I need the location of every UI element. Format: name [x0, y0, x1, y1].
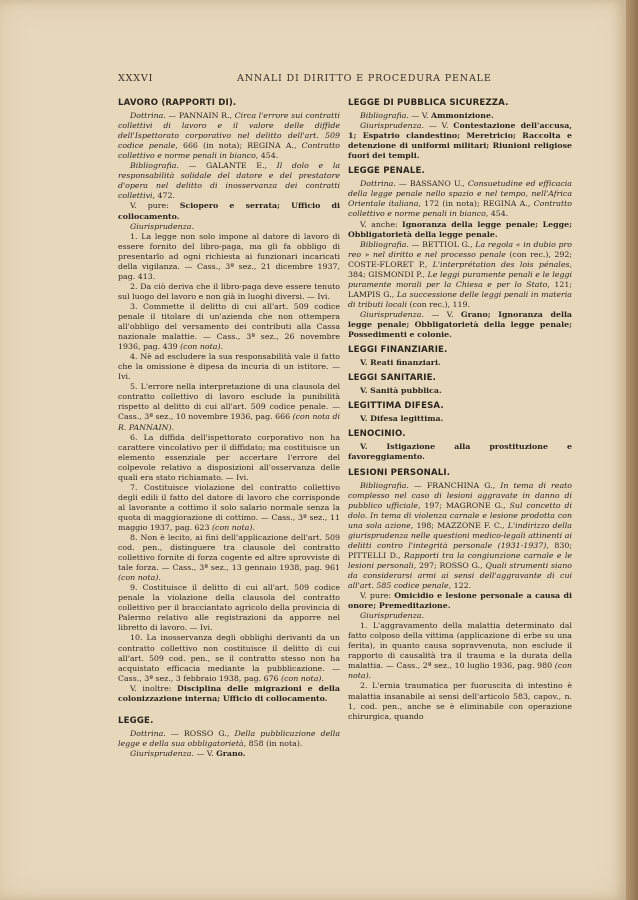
- index-entry: 3. Commette il delitto di cui all'art. 509 codice penale il titolare di un'azienda che non ottempera all'obbligo del versamento dei contributi alla Cassa nazionale malattie. — Cass., 3ª sez., 26 novembre 1936, pag. 439 (con nota).: [118, 301, 340, 352]
- section-heading: LESIONI PERSONALI.: [348, 467, 451, 478]
- index-entry: V. anche: Ignoranza della legge penale; Legge; Obbligatorietà della legge penale.: [348, 219, 573, 239]
- index-entry: Bibliografia. — FRANCHINA G., In tema di reato complesso nel caso di lesioni aggravate in danno di pubblico ufficiale, 197; MAGRONE G., Sul concetto di dolo. In tema di violenza carnale e lesione prodotta con una sola azione, 198; MAZZONE F. C., L'indirizzo della giurisprudenza nelle questioni medico-legali attinenti ai delitti contro l'integrità personale (1931-1937), 830; PITTELLI D., Rapporti tra la congiunzione carnale e le lesioni personali, 297; ROSSO G., Quali strumenti siano da considerarsi armi ai sensi dell'aggravante di cui all'art. 585 codice penale, 122.: [348, 480, 573, 591]
- index-entry: V. Reati finanziari.: [360, 358, 441, 368]
- index-entry: 8. Non è lecito, ai fini dell'applicazione dell'art. 509 cod. pen., distinguere tra clausole del contratto collettivo fornite di forza cogente ed altre sprovviste di tale forza. — Cass., 3ª sez., 13 gennaio 1938, pag. 961 (con nota).: [118, 533, 340, 583]
- index-entry: 5. L'errore nella interpretazione di una clausola del contratto collettivo di lavoro esclude la punibilità rispetto al delitto di cui all'art. 509 codice penale. — Cass., 3ª sez., 10 novembre 1936, pag. 666 (con nota di R. PANNAIN).: [118, 382, 340, 432]
- index-entry: V. Difesa legittima.: [360, 414, 444, 424]
- index-entry: V. Istigazione alla prostituzione e favoreggiamento.: [348, 442, 572, 462]
- index-entry: V. inoltre: Disciplina delle migrazioni e della colonizzazione interna; Ufficio di collocamento.: [118, 683, 340, 703]
- section-heading: LEGGE DI PUBBLICA SICUREZZA.: [348, 98, 509, 108]
- section-heading: LAVORO (RAPPORTI DI).: [118, 98, 237, 108]
- index-entry: Bibliografia. — BETTIOL G., La regola « in dubio pro reo » nel diritto e nel processo penale (con rec.), 292; COSTE-FLORET P., L'interprétation des lois pénales, 384; GISMONDI P., Le leggi puramente penali e le leggi puramente morali per la Chiesa e per lo Stato, 121; LAMPIS G., La successione delle leggi penali in materia di tributi locali (con rec.), 119.: [348, 239, 572, 309]
- index-entry: Bibliografia. — V. Ammonizione.: [360, 111, 494, 121]
- index-entry: 1. La legge non solo impone al datore di lavoro di essere fornito del libro-paga, ma gli fa obbligo di presentarlo ad ogni richiesta ai funzionari incaricati della vigilanza. — Cass., 3ª sez., 21 dicembre 1937, pag. 413.: [118, 231, 340, 281]
- page-edge: [626, 0, 638, 900]
- index-entry: Giurisprudenza. — V. Grano.: [130, 748, 246, 758]
- index-entry: V. pure: Sciopero e serrata; Ufficio di collocamento.: [118, 201, 340, 221]
- index-entry: 9. Costituisce il delitto di cui all'art. 509 codice penale la violazione della clausola del contratto collettivo per il bracciantato agricolo della provincia di Palermo relativo alle registrazioni da apporre nel libretto di lavoro. — Ivi.: [118, 583, 340, 633]
- index-entry: 2. Da ciò deriva che il libro-paga deve essere tenuto sul luogo del lavoro e non già in luoghi diversi. — Ivi.: [118, 281, 340, 301]
- index-entry: Giurisprudenza.: [360, 611, 424, 621]
- index-entry: 7. Costituisce violazione del contratto collettivo degli edili il fatto del datore di lavoro che corrisponde al lavorante a cottimo il solo salario normale senza la quota di maggiorazione di cottimo. — Cass., 3ª sez., 11 maggio 1937, pag. 623 (con nota).: [118, 482, 340, 532]
- spacer: [118, 704, 340, 711]
- index-entry: Giurisprudenza.: [130, 221, 194, 231]
- section-heading: LEGGI FINANZIARIE.: [348, 345, 448, 356]
- section-heading: LEGGE.: [118, 715, 154, 726]
- index-entry: Giurisprudenza. — V. Contestazione dell'accusa, 1; Espatrio clandestino; Meretricio; Raccolta e detenzione di uniformi militari; Riunioni religiose fuori dei templi.: [348, 121, 573, 161]
- index-entry: Giurisprudenza. — V. Grano; Ignoranza della legge penale; Obbligatorietà della legge penale; Possedimenti e colonie.: [348, 309, 573, 340]
- page-number: XXXVI: [118, 73, 154, 84]
- section-heading: LEGITTIMA DIFESA.: [348, 401, 444, 412]
- index-entry: 4. Nè ad escludere la sua responsabilità vale il fatto che la omissione è dipesa da incuria di un istitore. — Ivi.: [118, 352, 340, 382]
- journal-title: ANNALI DI DIRITTO E PROCEDURA PENALE: [237, 73, 492, 84]
- index-entry: V. Sanità pubblica.: [360, 386, 442, 396]
- index-entry: Dottrina. — PANNAIN R., Circa l'errore sui contratti collettivi di lavoro e il valore delle diffide dell'Ispettorato corporativo nel delitto dell'art. 509 codice penale, 666 (in nota); REGINA A., Contratto collettivo e norme penali in bianco, 454.: [118, 111, 340, 161]
- right-column: [348, 98, 572, 722]
- section-heading: LEGGE PENALE.: [348, 166, 425, 177]
- section-heading: LEGGI SANITARIE.: [348, 373, 437, 384]
- index-entry: 2. L'ernia traumatica per fuoruscita di intestino è malattia insanabile ai sensi dell'articolo 583, capov., n. 1, cod. pen., anche se è eliminabile con operazione chirurgica, quando: [348, 681, 572, 721]
- index-entry: V. pure: Omicidio e lesione personale a causa di onore; Premeditazione.: [348, 591, 572, 611]
- index-entry: Dottrina. — BASSANO U., Consuetudine ed efficacia della legge penale nello spazio e nel tempo, nell'Africa Orientale italiana, 172 (in nota); REGINA A., Contratto collettivo e norme penali in bianco, 454.: [348, 179, 572, 219]
- section-heading: LENOCINIO.: [348, 429, 406, 440]
- index-entry: Bibliografia. — GALANTE E., Il dolo e la responsabilità solidale del datore e del prestatore d'opera nel delitto di inosservanza dei contratti collettivi, 472.: [118, 161, 340, 201]
- index-entry: 6. La diffida dell'ispettorato corporativo non ha carattere vincolativo per il diffidato; ma costituisce un elemento essenziale per accertare l'errore del colpevole relativo a disposizioni all'osservanza delle quali era stato richiamato. — Ivi.: [118, 432, 340, 482]
- index-entry: 10. La inosservanza degli obblighi derivanti da un contratto collettivo non costituisce il delitto di cui all'art. 509 cod. pen., se il contratto stesso non ha acquistato efficacia mediante la pubblicazione. — Cass., 3ª sez., 3 febbraio 1938, pag. 676 (con nota).: [118, 633, 340, 683]
- index-entry: Dottrina. — ROSSO G., Della pubblicazione della legge e della sua obbligatorietà, 858 (in nota).: [118, 728, 340, 748]
- left-column: [118, 98, 340, 759]
- index-entry: 1. L'aggravamento della malattia determinato dal fatto colposo della vittima (applicazione di erbe su una ferita), in quanto causa sopravvenuta, non esclude il rapporto di causalità tra il trauma e la durata della malattia. — Cass., 2ª sez., 10 luglio 1936, pag. 980 (con nota).: [348, 621, 572, 681]
